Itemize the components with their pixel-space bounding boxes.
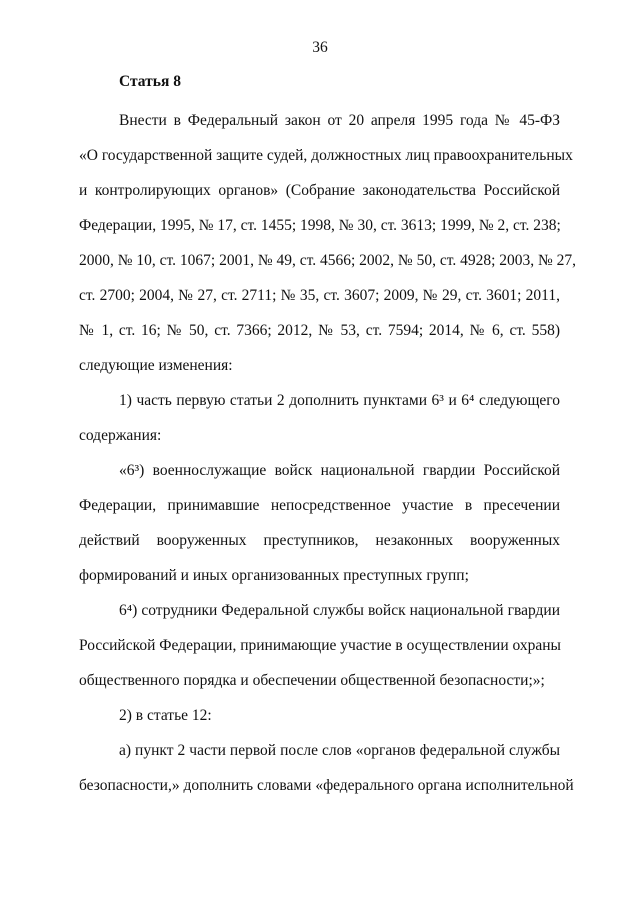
text-line: Российской Федерации, принимающие участие в осуществлении охраны <box>79 637 561 654</box>
text-line: безопасности,» дополнить словами «федерального органа исполнительной <box>79 777 574 794</box>
text-line: действий вооруженных преступников, незаконных вооруженных <box>79 532 560 549</box>
text-line: 6⁴) сотрудники Федеральной службы войск национальной гвардии <box>119 602 560 619</box>
text-line: «О государственной защите судей, должностных лиц правоохранительных <box>79 147 573 164</box>
text-line: следующие изменения: <box>79 357 233 374</box>
text-line: общественного порядка и обеспечении общественной безопасности;»; <box>79 672 545 689</box>
text-line: 2) в статье 12: <box>119 707 212 724</box>
text-line: а) пункт 2 части первой после слов «органов федеральной службы <box>119 742 560 759</box>
text-line: Федерации, 1995, № 17, ст. 1455; 1998, № 30, ст. 3613; 1999, № 2, ст. 238; <box>79 217 561 234</box>
text-line: Внести в Федеральный закон от 20 апреля 1995 года № 45-ФЗ <box>119 112 560 129</box>
text-line: Федерации, принимавшие непосредственное участие в пресечении <box>79 497 560 514</box>
text-line: и контролирующих органов» (Собрание законодательства Российской <box>79 182 560 199</box>
text-line: 2000, № 10, ст. 1067; 2001, № 49, ст. 4566; 2002, № 50, ст. 4928; 2003, № 27, <box>79 252 577 269</box>
text-line: формирований и иных организованных преступных групп; <box>79 567 469 584</box>
text-line: содержания: <box>79 427 162 444</box>
page-number: 36 <box>312 39 328 56</box>
text-line: ст. 2700; 2004, № 27, ст. 2711; № 35, ст. 3607; 2009, № 29, ст. 3601; 2011, <box>79 287 560 304</box>
article-heading: Статья 8 <box>119 73 181 90</box>
text-line: № 1, ст. 16; № 50, ст. 7366; 2012, № 53, ст. 7594; 2014, № 6, ст. 558) <box>79 322 560 339</box>
text-line: «6³) военнослужащие войск национальной гвардии Российской <box>119 462 560 479</box>
text-line: 1) часть первую статьи 2 дополнить пунктами 6³ и 6⁴ следующего <box>119 392 560 409</box>
